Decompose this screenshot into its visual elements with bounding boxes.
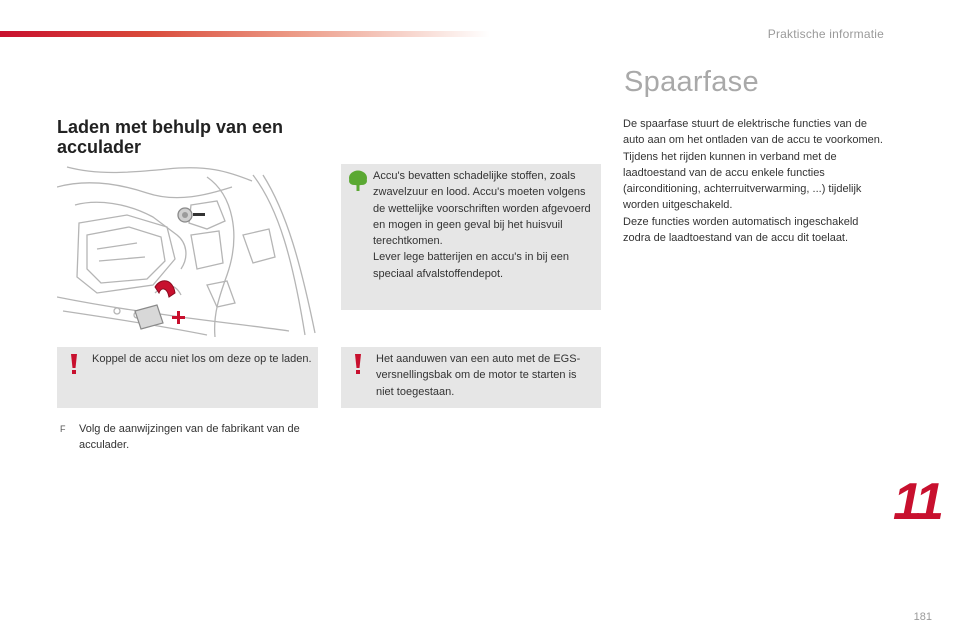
exclamation-icon [69, 353, 79, 375]
page-number: 181 [913, 611, 932, 623]
engine-bay-illustration [57, 165, 318, 339]
illustration-background [57, 165, 318, 339]
minus-sign-icon [193, 213, 205, 216]
warning-text-push-start: Het aanduwen van een auto met de EGS-versnellingsbak om de motor te starten is niet toegestaan. [376, 353, 581, 398]
environment-note-text: Accu's bevatten schadelijke stoffen, zoals zwavelzuur en lood. Accu's moeten volgens de wettelijke voorschriften worden afgevoerd en mogen in geen geval bij het huisvuil terechtkomen. Lever lege batterijen en accu's in bij een speciaal afvalstoffendepot. [373, 170, 591, 280]
bullet-marker: F [60, 424, 66, 434]
section-title-saving-mode: Spaarfase [624, 66, 759, 98]
warning-box-disconnect [57, 347, 318, 408]
instruction-text: Volg de aanwijzingen van de fabrikant van de acculader. [79, 423, 300, 451]
warning-box-push-start [341, 347, 601, 408]
tree-icon [348, 170, 368, 192]
section-label: Praktische informatie [767, 27, 884, 41]
header-accent-bar [0, 31, 490, 37]
warning-text-disconnect: Koppel de accu niet los om deze op te laden. [92, 353, 312, 365]
environment-note-box [341, 164, 601, 310]
section-title-charger: Laden met behulp van een acculader [57, 117, 284, 157]
chapter-number: 11 [893, 473, 941, 531]
saving-mode-description: De spaarfase stuurt de elektrische functies van de auto aan om het ontladen van de accu te voorkomen. Tijdens het rijden kunnen in verband met de laadtoestand van de accu enkele functies (airconditioning, achterruitverwarming, ...) tijdelijk worden uitgeschakeld. Deze functies worden automatisch ingeschakeld zodra de laadtoestand van de accu dit toelaat. [623, 118, 883, 245]
exclamation-icon [353, 353, 363, 375]
instruction-bullet [60, 421, 318, 453]
